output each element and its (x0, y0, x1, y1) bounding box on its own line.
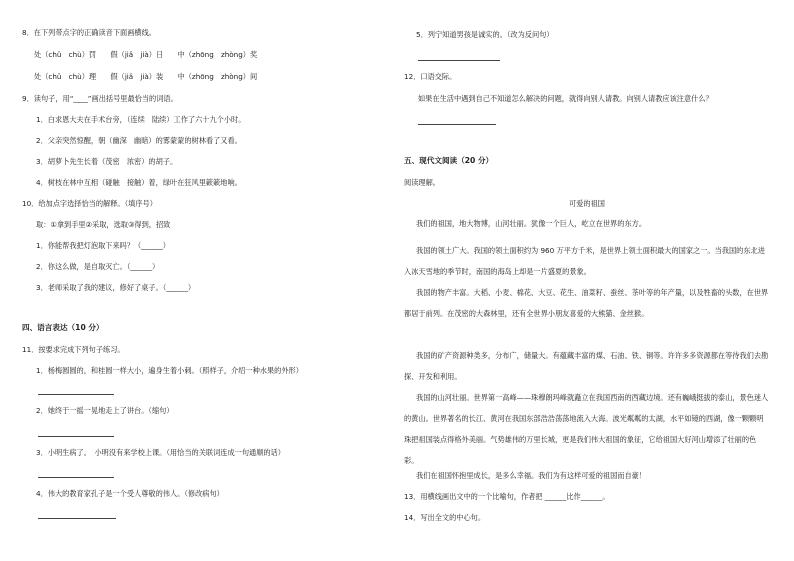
q8-title: 8．在下列带点字的正确读音下面画横线。 (22, 28, 156, 37)
answer-blank[interactable] (38, 394, 114, 395)
q9-item-1: 1．白求恩大夫在手术台旁，（连续 陆续）工作了六十九个小时。 (36, 115, 246, 124)
q13: 13．用横线画出文中的一个比喻句，作者把 ______比作______。 (404, 492, 610, 501)
passage-paragraph-5: 我国的山河壮丽。世界第一高峰——珠穆朗玛峰就矗立在我国西南的西藏边境。还有巍峨挺拔的泰山，景色迷人的黄山。世界著名的长江、黄河在我国东部浩浩荡荡地流入大海。波光粼粼的太湖，水平如镜的西湖，像一颗颗明珠把祖国装点得格外美丽。气势雄伟的万里长城，更是我们伟大祖国的象征，它给祖国大好河山增添了壮丽的色彩。 (404, 393, 769, 465)
section-5-title: 五、现代文阅读（20 分） (404, 156, 494, 165)
q8-row-2: 处（chǔ chù）理 假（jiǎ jià）装 中（zhōng zhòng）间 (34, 72, 258, 81)
q10-item-2: 2．你这么做，是自取灭亡。（______） (36, 262, 160, 271)
reading-intro: 阅读理解。 (404, 178, 440, 187)
q8-row-1: 处（chǔ chù）罚 假（jiǎ jià）日 中（zhōng zhòng）奖 (34, 50, 258, 59)
answer-blank[interactable] (38, 477, 114, 478)
q11-title: 11．按要求完成下列句子练习。 (22, 345, 125, 354)
passage-paragraph-1: 我们的祖国，地大物博，山河壮丽。犹像一个巨人，屹立在世界的东方。 (416, 219, 647, 228)
answer-blank[interactable] (38, 518, 116, 519)
passage-paragraph-3: 我国的物产丰富。大稻、小麦、棉花、大豆、花生、油菜籽、蚕丝、茶叶等的年产量，以及牲畜的头数，在世界都居于前列。在茂密的大森林里，还有全世界小朋友喜爱的大熊猫、金丝猴。 (404, 288, 769, 318)
q10-options: 取：①拿到手里②采取，选取③得到，招致 (36, 220, 171, 229)
q9-item-4: 4．树枝在林中互相（碰触 接触）着，绿叶在狂风里簌簌地响。 (36, 178, 242, 187)
q12-title: 12．口语交际。 (404, 72, 457, 81)
passage-paragraph-2: 我国的领土广大。我国的领土面积约为 960 万平方千米，是世界上领土面积最大的国家之一。当我国的东北进入冰天雪地的季节时，南国的海岛上却是一片盛夏的景象。 (404, 246, 765, 276)
passage-paragraph-4: 我国的矿产资源种类多，分布广，储量大。有蕴藏丰富的煤、石油、铁、铜等。许许多多资源都在等待我们去勘探、开发和利用。 (404, 351, 769, 381)
q9-item-3: 3．胡萝卜先生长着（茂密 浓密）的胡子。 (36, 157, 178, 166)
q9-title: 9．读句子，用“____”画出括号里最恰当的词语。 (22, 94, 178, 103)
q10-item-1: 1．你能帮我把灯泡取下来吗？（______） (36, 241, 170, 250)
answer-blank[interactable] (418, 60, 500, 61)
q11-item-5: 5．列宁知道男孩是诚实的。（改为反问句） (416, 30, 554, 39)
q10-title: 10．给加点字选择恰当的解释。（填序号） (22, 199, 157, 208)
q11-item-4: 4．伟大的教育家孔子是一个受人尊敬的伟人。（修改病句） (36, 489, 224, 498)
answer-blank[interactable] (38, 436, 114, 437)
q11-item-1: 1．杨梅圆圆的，和桂圆一样大小，遍身生着小刺。（照样子，介绍一种水果的外形） (36, 366, 303, 375)
q12-text: 如果在生活中遇到自己不知道怎么解决的问题，就得向别人请教。向别人请教应该注意什么？ (418, 94, 713, 103)
q10-item-3: 3．老师采取了我的建议，修好了桌子。（______） (36, 283, 196, 292)
q14: 14．写出全文的中心句。 (404, 513, 486, 522)
q9-item-2: 2．父亲突然惊醒，朝（幽深 幽暗）的雾蒙蒙的树林看了又看。 (36, 136, 242, 145)
q11-item-2: 2．她终于一摇一晃地走上了讲台。（缩句） (36, 406, 174, 415)
passage-paragraph-6: 我们在祖国怀抱里成长，是多么幸福。我们为有这样可爱的祖国而自豪！ (416, 471, 647, 480)
answer-blank[interactable] (418, 124, 496, 125)
q11-item-3: 3．小明生病了。 小明没有来学校上课。（用恰当的关联词连成一句通顺的话） (36, 448, 285, 457)
passage-title: 可爱的祖国 (569, 199, 605, 208)
section-4-title: 四、语言表达（10 分） (22, 323, 104, 332)
